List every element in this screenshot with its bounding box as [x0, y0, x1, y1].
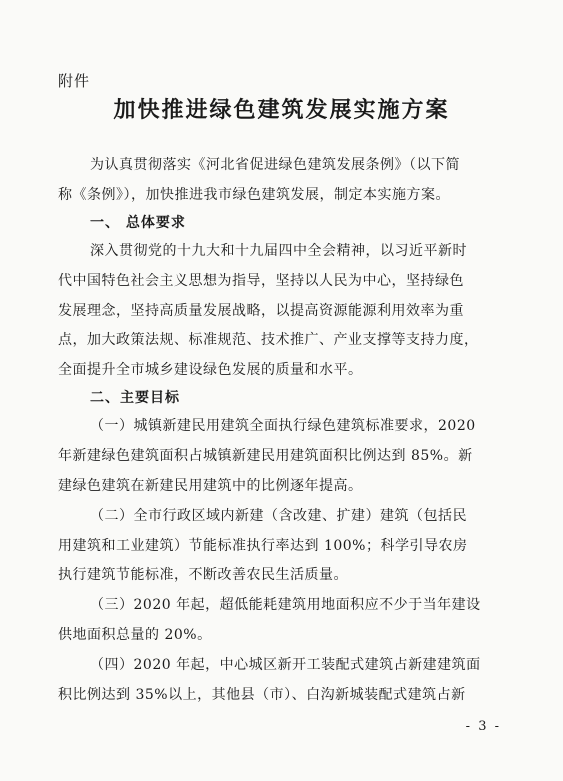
goal-item-line: 供地面积总量的 20%。	[58, 627, 212, 643]
goal-item-line: 执行建筑节能标准，不断改善农民生活质量。	[58, 567, 348, 583]
page-number: - 3 -	[465, 719, 501, 734]
paragraph-line: 深入贯彻党的十九大和十九届四中全会精神，以习近平新时	[90, 243, 467, 259]
goal-item-line: （四）2020 年起，中心城区新开工装配式建筑占新建建筑面	[90, 657, 481, 673]
section-heading-general: 一、 总体要求	[90, 215, 186, 231]
goal-item-line: （二）全市行政区域内新建（含改建、扩建）建筑（包括民	[90, 508, 467, 524]
intro-line: 为认真贯彻落实《河北省促进绿色建筑发展条例》（以下简	[90, 157, 460, 173]
goal-item-line: 年新建绿色建筑面积占城镇新建民用建筑面积比例达到 85%。新	[58, 448, 473, 464]
paragraph-line: 代中国特色社会主义思想为指导，坚持以人民为中心，坚持绿色	[58, 273, 464, 289]
intro-line: 称《条例》），加快推进我市绿色建筑发展，制定本实施方案。	[58, 187, 450, 203]
goal-item-line: （三）2020 年起，超低能耗建筑用地面积应不少于当年建设	[90, 597, 481, 613]
goal-item-line: 建绿色建筑在新建民用建筑中的比例逐年提高。	[58, 478, 363, 494]
paragraph-line: 全面提升全市城乡建设绿色发展的质量和水平。	[58, 362, 363, 378]
attachment-label: 附件	[58, 72, 91, 90]
section-heading-goals: 二、主要目标	[90, 390, 180, 406]
paragraph-line: 发展理念，坚持高质量发展战略，以提高资源能源利用效率为重	[58, 303, 464, 319]
goal-item-line: 用建筑和工业建筑）节能标准执行率达到 100%；科学引导农房	[58, 538, 468, 554]
paragraph-line: 点，加大政策法规、标准规范、技术推广、产业支撑等支持力度，	[58, 332, 479, 348]
goal-item-line: 积比例达到 35%以上，其他县（市）、白沟新城装配式建筑占新	[58, 687, 466, 703]
goal-item-line: （一）城镇新建民用建筑全面执行绿色建筑标准要求，2020	[90, 418, 476, 434]
document-title: 加快推进绿色建筑发展实施方案	[113, 97, 450, 123]
